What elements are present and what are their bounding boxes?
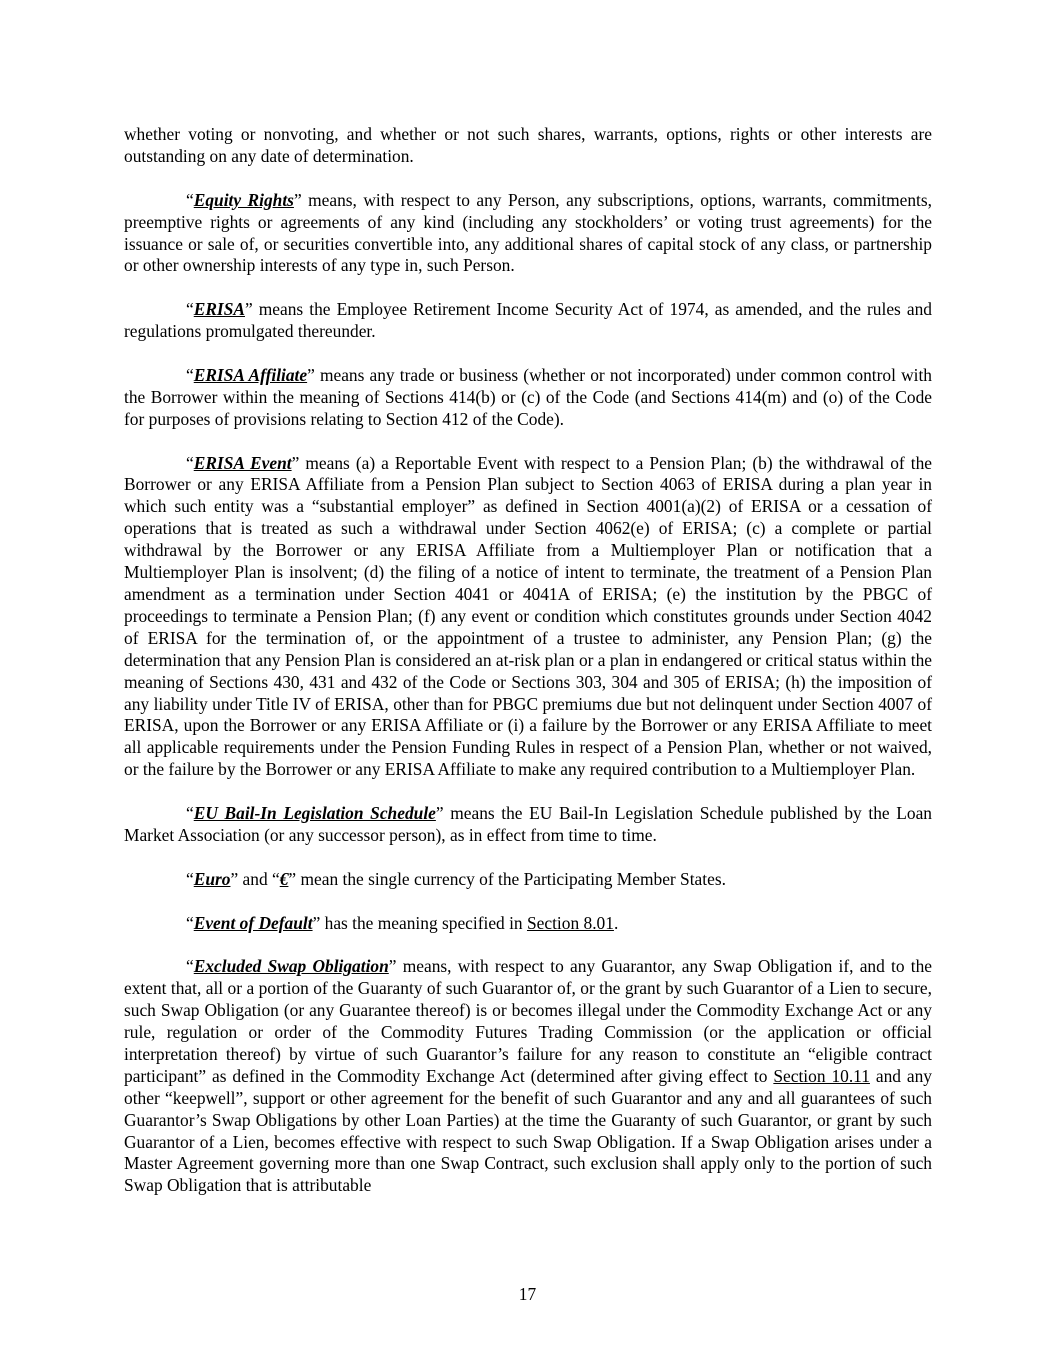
paragraph-text: “ [186, 956, 194, 977]
paragraph [124, 190, 932, 278]
paragraph-text: “ [186, 452, 194, 473]
paragraph-text: ” means, with respect to any Guarantor, any Swap Obligation if, and to the extent that, all or a portion of the Guaranty of such Guarantor of, or the grant by such Guarantor of a Lien to secure, such Swap Obligation (or any Guarantee thereof) is or becomes illegal under the Commodity Exchange Act or any rule, regulation or order of the Commodity Futures Trading Commission (or the application or official interpretation thereof) by virtue of such Guarantor’s failure for any reason to constitute an “eligible contract participant” as defined in the Commodity Exchange Act (determined after giving effect to [124, 956, 933, 1086]
defined-term: ERISA [193, 299, 245, 320]
paragraph-text: ” mean the single currency of the Participating Member States. [288, 868, 726, 889]
paragraph-text: ” means, with respect to any Person, any subscriptions, options, warrants, commitments, preemptive rights or agreements of any kind (including any stockholders’ or voting trust agreements) for the issuance or sale of, or securities convertible into, any additional shares of capital stock of any class, or partnership or other ownership interests of any type in, such Person. [124, 189, 932, 276]
paragraph-text: “ [186, 868, 194, 889]
paragraph-text: “ [186, 364, 194, 385]
paragraph [124, 913, 932, 935]
paragraph-text: ” means any trade or business (whether or not incorporated) under common control with the Borrower within the meaning of Sections 414(b) or (c) of the Code (and Sections 414(m) and (o) of the Code for purposes of provisions relating to Section 412 of the Code). [124, 364, 932, 429]
paragraph-text: ” means the Employee Retirement Income Security Act of 1974, as amended, and the rules and regulations promulgated thereunder. [124, 299, 932, 342]
defined-term: Equity Rights [193, 189, 294, 210]
paragraph [124, 365, 932, 431]
paragraph [124, 299, 932, 343]
document-body [124, 124, 932, 1219]
defined-term: Euro [193, 868, 231, 889]
paragraph-text: . [613, 912, 619, 933]
paragraph-text: “ [186, 299, 194, 320]
paragraph-text: ” and “ [230, 868, 280, 889]
section-reference: Section 8.01 [526, 912, 614, 933]
page-number: 17 [518, 1284, 537, 1304]
paragraph [124, 956, 932, 1197]
defined-term: ERISA Affiliate [193, 364, 308, 385]
paragraph-text: “ [186, 189, 194, 210]
defined-term: Event of Default [193, 912, 313, 933]
paragraph-text: ” has the meaning specified in [312, 912, 527, 933]
defined-term: EU Bail-In Legislation Schedule [193, 803, 436, 824]
paragraph-text: ” means (a) a Reportable Event with respect to a Pension Plan; (b) the withdrawal of the Borrower or any ERISA Affiliate from a Pension Plan subject to Section 4063 of ERISA during a plan year in which such entity was a “substantial employer” as defined in Section 4001(a)(2) of ERISA or a cessation of operations that is treated as such a withdrawal under Section 4062(e) of ERISA; (c) a complete or partial withdrawal by the Borrower or any ERISA Affiliate from a Multiemployer Plan or notification that a Multiemployer Plan is insolvent; (d) the filing of a notice of intent to terminate, the treatment of a Pension Plan amendment as a termination under Section 4041 or 4041A of ERISA; (e) the institution by the PBGC of proceedings to terminate a Pension Plan; (f) any event or condition which constitutes grounds under Section 4042 of ERISA for the termination of, or the appointment of a trustee to administer, any Pension Plan; (g) the determination that any Pension Plan is considered an at-risk plan or a plan in endangered or critical status within the meaning of Sections 430, 431 and 432 of the Code or Sections 303, 304 and 305 of ERISA; (h) the imposition of any liability under Title IV of ERISA, other than for PBGC premiums due but not delinquent under Section 4007 of ERISA, upon the Borrower or any ERISA Affiliate or (i) a failure by the Borrower or any ERISA Affiliate to meet all applicable requirements under the Pension Funding Rules in respect of a Pension Plan, whether or not waived, or the failure by the Borrower or any ERISA Affiliate to make any required contribution to a Multiemployer Plan. [124, 452, 932, 780]
paragraph-text: and any other “keepwell”, support or other agreement for the benefit of such Guarantor and any and all guarantees of such Guarantor’s Swap Obligations by other Loan Parties) at the time the Guaranty of such Guarantor, or grant by such Guarantor of a Lien, becomes effective with respect to such Swap Obligation. If a Swap Obligation arises under a Master Agreement governing more than one Swap Contract, such exclusion shall apply only to the portion of such Swap Obligation that is attributable [124, 1065, 932, 1196]
paragraph-text: “ [186, 912, 194, 933]
defined-term: ERISA Event [193, 452, 292, 473]
defined-term: Excluded Swap Obligation [193, 956, 389, 977]
section-reference: Section 10.11 [773, 1065, 870, 1086]
defined-term: € [279, 868, 289, 889]
paragraph [124, 869, 932, 891]
paragraph-text: ” means the EU Bail-In Legislation Schedule published by the Loan Market Association (or any successor person), as in effect from time to time. [124, 803, 932, 845]
paragraph [124, 803, 932, 847]
paragraph-text: “ [186, 803, 194, 824]
paragraph-text: whether voting or nonvoting, and whether or not such shares, warrants, options, rights or other interests are outstanding on any date of determination. [124, 124, 932, 166]
paragraph [124, 453, 932, 782]
paragraph [124, 124, 932, 168]
